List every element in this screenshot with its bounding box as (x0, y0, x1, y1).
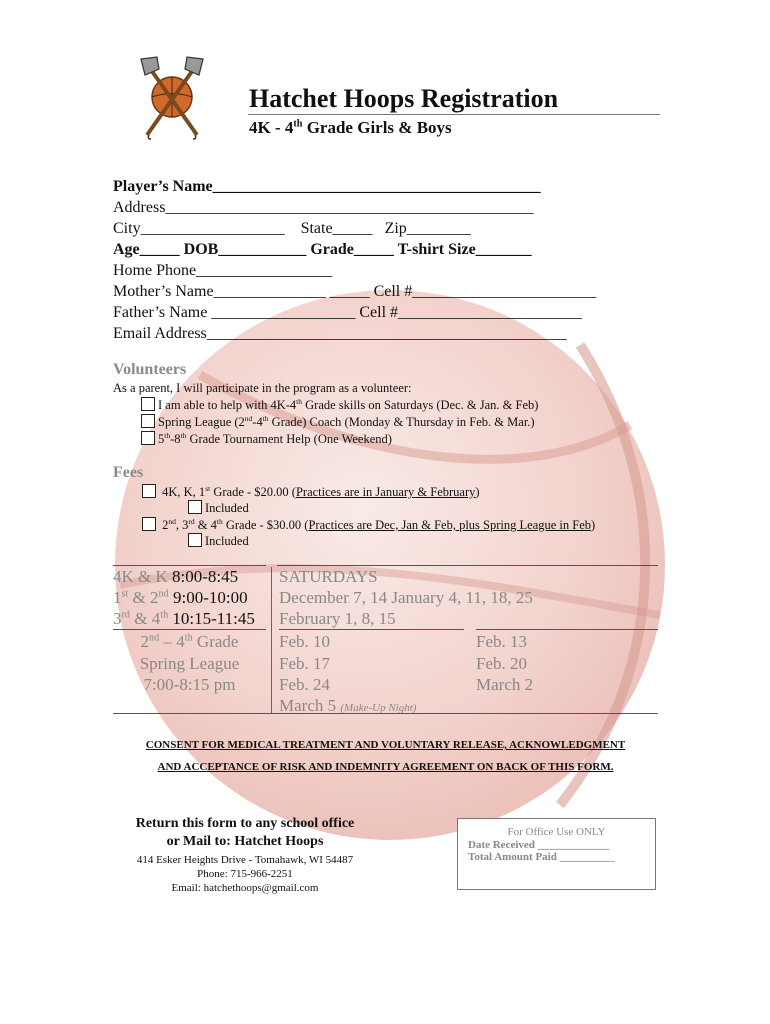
phone-number: Phone: 715-966-2251 (197, 868, 293, 880)
spring-league-label: Spring League (139, 654, 240, 673)
schedule-divider (271, 567, 272, 713)
monday-date-3: Feb. 24 (279, 675, 330, 694)
players-name-field[interactable]: Player’s Name_________________________________________ (113, 178, 541, 195)
fee-option-2nd-4th: 2nd, 3rd & 4th Grade - $30.00 (Practices are Dec, Jan & Feb, plus Spring League in Feb) (142, 517, 595, 533)
crossed-hatchets-logo (137, 55, 207, 140)
consent-line-1: CONSENT FOR MEDICAL TREATMENT AND VOLUNTARY RELEASE, ACKNOWLEDGMENT (145, 739, 626, 751)
total-amount-paid-field[interactable]: Total Amount Paid __________ (468, 851, 615, 863)
return-instructions: Return this form to any school office (135, 816, 355, 831)
schedule-3rd-4th: 3rd & 4th 10:15-11:45 (113, 609, 255, 628)
fee-1-included: Included (188, 500, 249, 516)
checkbox[interactable] (188, 533, 202, 547)
schedule-rule-mid-b (476, 629, 658, 630)
volunteer-option-skills: I am able to help with 4K-4th Grade skills on Saturdays (Dec. & Jan. & Feb) (141, 397, 538, 413)
checkbox[interactable] (142, 484, 156, 498)
checkbox[interactable] (188, 500, 202, 514)
zip-field[interactable]: Zip________ (384, 220, 471, 237)
spring-league-time: 7:00-8:15 pm (143, 675, 236, 694)
schedule-rule-bottom (113, 713, 658, 714)
mail-to: or Mail to: Hatchet Hoops (166, 834, 324, 849)
page-title: Hatchet Hoops Registration (249, 84, 559, 113)
volunteers-heading: Volunteers (113, 361, 187, 378)
saturdays-heading: SATURDAYS (279, 567, 378, 586)
title-divider (248, 114, 660, 115)
volunteer-option-coach: Spring League (2nd-4th Grade) Coach (Monday & Thursday in Feb. & Mar.) (141, 414, 535, 430)
checkbox[interactable] (141, 397, 155, 411)
email-contact: Email: hatchethoops@gmail.com (171, 882, 319, 894)
city-state-zip-row (113, 220, 471, 238)
makeup-date: March 5 (Make-Up Night) (279, 696, 417, 715)
checkbox[interactable] (142, 517, 156, 531)
mailing-address: 414 Esker Heights Drive - Tomahawk, WI 54487 (136, 854, 354, 866)
schedule-rule-left-mid (113, 629, 266, 630)
mothers-name-cell-field[interactable]: Mother’s Name______________ _____ Cell #_______________________ (113, 283, 597, 300)
schedule-4k-k: 4K & K 8:00-8:45 (113, 567, 239, 586)
checkbox[interactable] (141, 431, 155, 445)
schedule-1st-2nd: 1st & 2nd 9:00-10:00 (113, 588, 248, 607)
home-phone-field[interactable]: Home Phone_________________ (113, 262, 333, 279)
email-address-field[interactable]: Email Address_____________________________________________ (113, 325, 567, 342)
office-use-title: For Office Use ONLY (507, 826, 606, 838)
spring-league-grades: 2nd – 4th Grade (140, 632, 239, 651)
thursday-date-1: Feb. 13 (476, 632, 527, 651)
volunteer-option-tournament: 5th-8th Grade Tournament Help (One Weekend) (141, 431, 392, 447)
thursday-date-2: Feb. 20 (476, 654, 527, 673)
address-field[interactable]: Address______________________________________________ (113, 199, 534, 216)
volunteers-intro: As a parent, I will participate in the program as a volunteer: (113, 381, 412, 395)
state-field[interactable]: State_____ (300, 220, 373, 237)
checkbox[interactable] (141, 414, 155, 428)
saturday-dates-dec-jan: December 7, 14 January 4, 11, 18, 25 (279, 588, 533, 607)
fee-2-included: Included (188, 533, 249, 549)
thursday-date-3: March 2 (476, 675, 534, 694)
monday-date-1: Feb. 10 (279, 632, 330, 651)
age-dob-grade-shirt-field[interactable]: Age_____ DOB___________ Grade_____ T-shirt Size_______ (113, 241, 532, 258)
schedule-rule-right-top (277, 565, 658, 566)
office-use-box (457, 818, 656, 890)
fees-heading: Fees (113, 464, 144, 481)
city-field[interactable]: City__________________ (113, 220, 285, 237)
schedule-rule-mid-a (279, 629, 464, 630)
monday-date-2: Feb. 17 (279, 654, 330, 673)
consent-line-2: AND ACCEPTANCE OF RISK AND INDEMNITY AGREEMENT ON BACK OF THIS FORM. (157, 761, 614, 773)
fathers-name-cell-field[interactable]: Father’s Name __________________ Cell #_______________________ (113, 304, 583, 321)
saturday-dates-feb: February 1, 8, 15 (279, 609, 396, 628)
page-subtitle: 4K - 4th Grade Girls & Boys (249, 118, 452, 137)
date-received-field[interactable]: Date Received _____________ (468, 839, 610, 851)
schedule-rule-left-top (113, 565, 266, 566)
fee-option-4k-1st: 4K, K, 1st Grade - $20.00 (Practices are in January & February) (142, 484, 480, 500)
